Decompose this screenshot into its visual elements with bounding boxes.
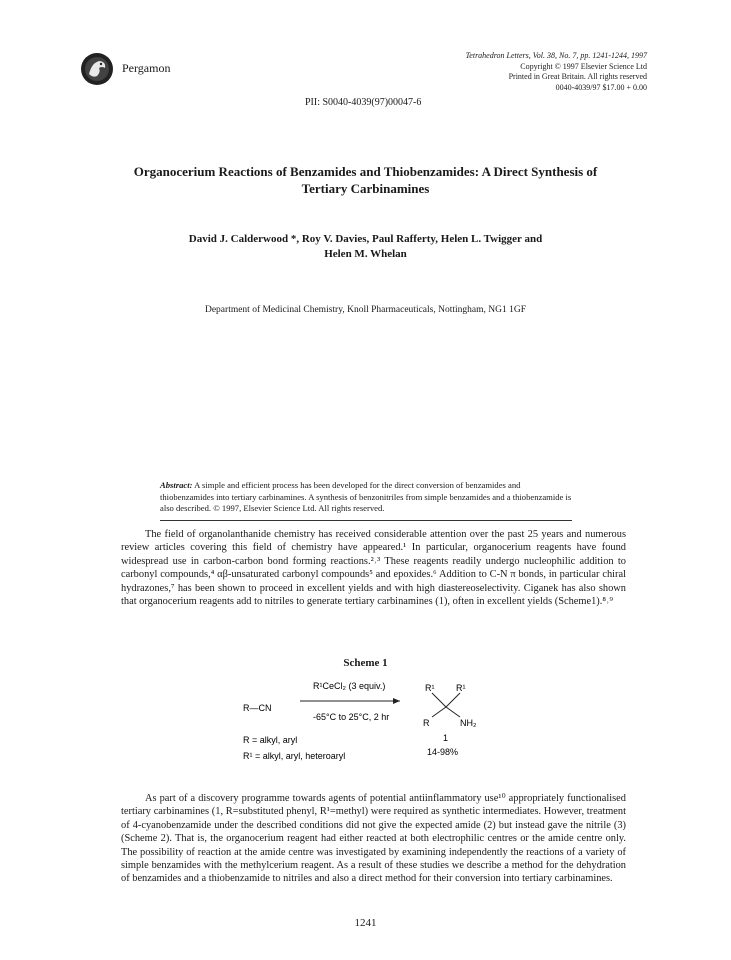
paragraph-1-text: The field of organolanthanide chemistry has received considerable attention over the past 25 years and numerous review articles covering this field of chemistry have appeared.¹ In particular, organocerium reagents have found widespread use in carbon-carbon bond forming reactions.²˒³ These reagents readily undergo nucleophilic addition to carbonyl compounds,⁴ αβ-unsaturated carbonyl compounds⁵ and epoxides.⁶ Addition to C-N π bonds, in particular chiral hydrazones,⁷ has been shown to proceed in excellent yields and with high diastereoselectivity. Ciganek has also shown that organocerium reagents add to nitriles to generate tertiary carbinamines (1), often in excellent yields (Scheme1).⁸˒⁹ bbox=[121, 529, 626, 608]
title-line-2: Tertiary Carbinamines bbox=[301, 181, 430, 196]
title-line-1: Organocerium Reactions of Benzamides and Thiobenzamides: A Direct Synthesis of bbox=[133, 164, 598, 179]
body-paragraph-1 bbox=[121, 528, 626, 608]
page-number: 1241 bbox=[354, 917, 377, 929]
reagent-top: R¹CeCl₂ (3 equiv.) bbox=[313, 681, 386, 691]
product-r1-right: R¹ bbox=[456, 683, 466, 693]
substituent-note-r1: R¹ = alkyl, aryl, heteroaryl bbox=[243, 751, 346, 761]
abstract-label: Abstract: bbox=[160, 480, 193, 490]
product-nh2: NH₂ bbox=[460, 718, 477, 728]
abstract bbox=[160, 480, 572, 521]
body-paragraph-2 bbox=[121, 792, 626, 886]
journal-citation: Tetrahedron Letters, Vol. 38, No. 7, pp. 1241-1244, 1997 bbox=[465, 51, 647, 60]
paragraph-2-text: As part of a discovery programme towards agents of potential antiinflammatory use¹⁰ appropriately functionalised tertiary carbinamines (1, R=substituted phenyl, R¹=methyl) were required as synthetic intermediates. However, treatment of 4-cyanobenzamide under the described conditions did not give the expected amide (2) but instead gave the nitrile (3) (Scheme 2). That is, the organocerium reagent had either reacted at both electrophilic centres or the amide centre only. The possibility of reaction at the amide centre was investigated by examining independently the reactions of a variety of simple benzamides with the methylcerium reagent. As a result of these studies we describe a method for the dehydration of benzamides and a thiobenzamide to nitriles and also a direct method for their conversion into tertiary carbinamines. bbox=[121, 793, 626, 885]
scheme-title: Scheme 1 bbox=[343, 657, 388, 669]
abstract-text: A simple and efficient process has been developed for the direct conversion of benzamides and thiobenzamides into tertiary carbinamines. A synthesis of benzonitriles from simple benzamides and a thiobenzamide is also described. © 1997, Elsevier Science Ltd. All rights reserved. bbox=[160, 480, 572, 513]
authors-line-2: Helen M. Whelan bbox=[324, 248, 407, 260]
bond-r1-left bbox=[432, 693, 446, 707]
affiliation: Department of Medicinal Chemistry, Knoll Pharmaceuticals, Nottingham, NG1 1GF bbox=[204, 305, 526, 315]
copyright-line: Copyright © 1997 Elsevier Science Ltd bbox=[520, 61, 647, 71]
reagent-bottom: -65°C to 25°C, 2 hr bbox=[313, 712, 390, 722]
product-number: 1 bbox=[443, 733, 449, 743]
price-line: 0040-4039/97 $17.00 + 0.00 bbox=[555, 82, 647, 92]
bond-r1-right bbox=[446, 693, 460, 707]
product-yield: 14-98% bbox=[427, 747, 459, 757]
pii-code: PII: S0040-4039(97)00047-6 bbox=[305, 97, 422, 108]
publisher-name: Pergamon bbox=[122, 61, 171, 75]
article-title bbox=[120, 163, 611, 197]
printed-line: Printed in Great Britain. All rights reserved bbox=[508, 72, 647, 81]
pergamon-logo bbox=[80, 52, 114, 86]
author-list bbox=[150, 232, 581, 262]
authors-line-1: David J. Calderwood *, Roy V. Davies, Paul Rafferty, Helen L. Twigger and bbox=[188, 233, 543, 245]
product-r: R bbox=[423, 718, 430, 728]
bond-r bbox=[432, 707, 446, 717]
product-r1-left: R¹ bbox=[425, 683, 435, 693]
bond-nh2 bbox=[446, 707, 460, 717]
scheme-1-diagram bbox=[0, 675, 731, 780]
journal-info bbox=[347, 51, 647, 93]
reactant-nitrile: R—CN bbox=[243, 703, 272, 713]
arrow-head bbox=[393, 698, 400, 704]
substituent-note-r: R = alkyl, aryl bbox=[243, 735, 298, 745]
